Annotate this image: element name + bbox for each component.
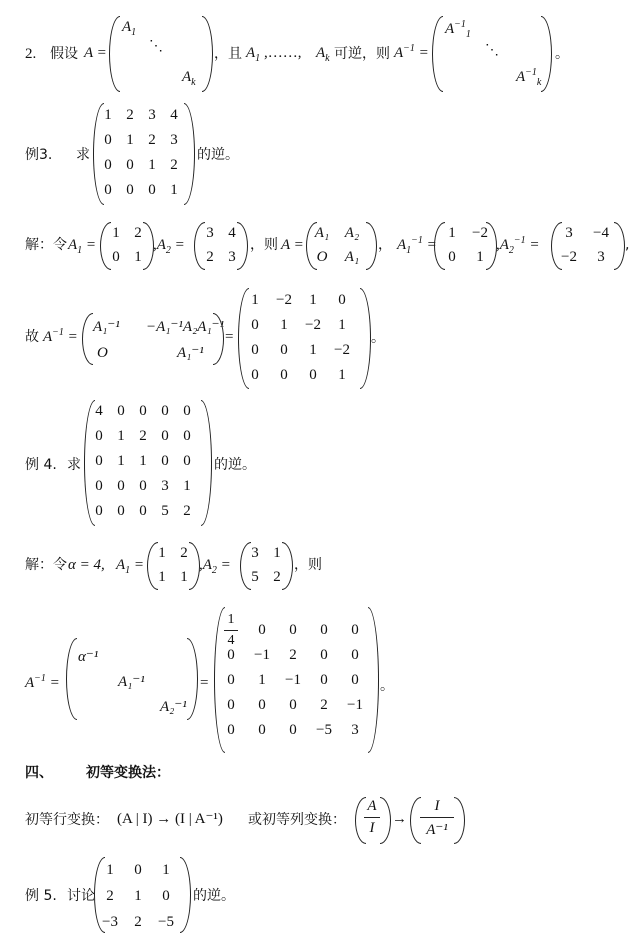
matrix-cell: 0 — [112, 249, 120, 265]
right-paren — [366, 222, 377, 270]
matrix-cell: 0 — [117, 503, 125, 519]
matrix-cell: 0 — [162, 888, 170, 904]
left-paren — [109, 16, 120, 92]
matrix-cell: 3 — [251, 545, 259, 561]
right-paren — [282, 542, 293, 590]
matrix-cell: 2 — [106, 888, 114, 904]
elem-col-right: I A⁻¹ — [420, 798, 454, 839]
matrix-cell: −2 — [276, 292, 292, 308]
matrix-cell: 2 — [134, 914, 142, 930]
left-paren — [66, 638, 77, 720]
matrix-cell: 1 — [134, 249, 142, 265]
matrix-cell: 0 — [183, 453, 191, 469]
sol3-then: ，则 — [250, 237, 278, 253]
matrix-cell: 2 — [134, 225, 142, 241]
matrix-cell: 1 — [338, 367, 346, 383]
matrix-cell: 0 — [161, 453, 169, 469]
matrix-cell: 1 — [338, 317, 346, 333]
matrix-cell: 5 — [251, 569, 259, 585]
sol3-block-bl: O — [97, 345, 108, 361]
matrix-cell: 0 — [227, 697, 235, 713]
matrix-cell: 4 — [228, 225, 236, 241]
matrix-cell: 3 — [351, 722, 359, 738]
matrix-cell: 1 — [139, 453, 147, 469]
matrix-cell: −2 — [334, 342, 350, 358]
matrix-cell: 0 — [351, 672, 359, 688]
sol3-comma2: , — [625, 237, 630, 253]
matrix-cell: 1 — [448, 225, 456, 241]
sol3-label: 解：令 — [25, 237, 67, 253]
matrix-cell: 0 — [289, 722, 297, 738]
diag-dots: ⋱ — [149, 38, 164, 54]
sol4-frac: 1 4 — [224, 612, 238, 649]
matrix-cell: 0 — [258, 722, 266, 738]
matrix-cell: 0 — [227, 647, 235, 663]
matrix-cell: 0 — [139, 403, 147, 419]
matrix-cell: 1 — [104, 107, 112, 123]
ex3-label: 例3. — [25, 147, 53, 163]
elem-arrow: → — [392, 811, 407, 827]
matrix-cell: 0 — [104, 132, 112, 148]
sol4-alpha: α = 4, — [68, 557, 105, 573]
section4-num: 四、 — [25, 765, 53, 781]
matrix-cell: −2 — [472, 225, 488, 241]
sol3-A1-name: $A_1$ = — [68, 237, 97, 256]
matrix-cell: 1 — [280, 317, 288, 333]
right-paren — [201, 400, 212, 526]
sol4-Ainv: $A^{-1}$ = — [25, 673, 60, 691]
right-paren — [454, 797, 465, 844]
matrix-cell: 0 — [95, 453, 103, 469]
matrix-cell: 3 — [206, 225, 214, 241]
left-paren — [432, 16, 443, 92]
matrix-cell: 2 — [206, 249, 214, 265]
matrix-cell: 0 — [309, 367, 317, 383]
right-paren — [187, 638, 198, 720]
matrix-cell: 1 — [273, 545, 281, 561]
matrix-cell: −3 — [102, 914, 118, 930]
elem-row-text: 初等行变换： — [25, 812, 109, 828]
matrix-cell: 3 — [170, 132, 178, 148]
matrix-cell: 0 — [161, 428, 169, 444]
matrix-cell: 4 — [170, 107, 178, 123]
sol4-A2-name: $,A_2$ = — [199, 557, 231, 576]
matrix-cell: 5 — [161, 503, 169, 519]
inv-top: $A^{-1}_1$ — [445, 19, 471, 40]
matrix-cell: 0 — [183, 428, 191, 444]
right-paren — [360, 288, 371, 389]
matrix-cell: 2 — [180, 545, 188, 561]
right-paren — [237, 222, 248, 270]
item2-and: ，且 — [214, 46, 242, 62]
matrix-cell: 3 — [148, 107, 156, 123]
sol3-A1inv-label: $A_1^{-1}$ = — [397, 235, 437, 256]
ex5-discuss: 讨论 — [67, 888, 95, 904]
matrix-cell: 0 — [183, 403, 191, 419]
matrix-cell: −1 — [254, 647, 270, 663]
matrix-cell: 2 — [289, 647, 297, 663]
matrix-cell: 0 — [104, 182, 112, 198]
matrix-cell: 0 — [251, 342, 259, 358]
matrix-cell: −1 — [347, 697, 363, 713]
matrix-cell: 3 — [565, 225, 573, 241]
matrix-cell: −5 — [158, 914, 174, 930]
sol4-blk2: A₁⁻¹ — [118, 674, 145, 690]
matrix-cell: 2 — [320, 697, 328, 713]
ex4-ask: 求 — [67, 457, 81, 473]
matrix-cell: 1 — [158, 569, 166, 585]
matrix-cell: 0 — [251, 317, 259, 333]
sol3-end: 。 — [371, 330, 385, 346]
matrix-cell: 0 — [148, 182, 156, 198]
matrix-cell: 0 — [320, 622, 328, 638]
matrix-cell: 0 — [258, 697, 266, 713]
matrix-cell: 4 — [95, 403, 103, 419]
matrix-cell: −1 — [285, 672, 301, 688]
matrix-cell: 2 — [126, 107, 134, 123]
matrix-cell: 1 — [476, 249, 484, 265]
ex3-suffix: 的逆。 — [197, 147, 239, 163]
ex4-label: 例 4. — [25, 457, 57, 473]
matrix-cell: A₂ — [344, 225, 360, 241]
matrix-cell: 0 — [351, 622, 359, 638]
matrix-cell: 0 — [134, 862, 142, 878]
item2-mid: ,……, — [264, 45, 302, 61]
ex4-suffix: 的逆。 — [214, 457, 256, 473]
matrix-cell: −5 — [316, 722, 332, 738]
matrix-cell: 0 — [227, 722, 235, 738]
matrix-cell: 1 — [258, 672, 266, 688]
matrix-cell: 1 — [162, 862, 170, 878]
elem-col-left: A I — [364, 798, 380, 837]
ex3-ask: 求 — [76, 147, 90, 163]
matrix-cell: 0 — [126, 157, 134, 173]
sol3-therefore: 故 — [25, 329, 39, 345]
matrix-cell: 0 — [126, 182, 134, 198]
matrix-cell: 3 — [161, 478, 169, 494]
matrix-cell: 0 — [351, 647, 359, 663]
matrix-cell: −4 — [593, 225, 609, 241]
sol4-label: 解：令 — [25, 557, 67, 573]
right-paren — [202, 16, 213, 92]
right-paren — [614, 222, 625, 270]
matrix-cell: 0 — [289, 697, 297, 713]
right-paren — [380, 797, 391, 844]
elem-row-formula: (A | I) → (I | A⁻¹) — [117, 811, 223, 827]
sol3-A2-name: $,A_2$ = — [153, 237, 185, 256]
matrix-cell: 0 — [95, 428, 103, 444]
matrix-cell: 3 — [597, 249, 605, 265]
sol3-A2inv-label: $,A_2^{-1}$ = — [496, 235, 540, 256]
matrix-cell: 1 — [309, 292, 317, 308]
sol4-end: 。 — [380, 678, 394, 694]
item2-end: 。 — [555, 46, 569, 62]
matrix-cell: A₁ — [314, 225, 330, 241]
matrix-cell: 0 — [117, 478, 125, 494]
item2-Ainv: $A^{-1}$ = — [394, 43, 429, 61]
item2-invertible: 可逆，则 — [334, 46, 390, 62]
matrix-cell: −2 — [561, 249, 577, 265]
inv-bottom: $A^{-1}_k$ — [516, 67, 542, 88]
elem-or-col: 或初等列变换： — [248, 812, 346, 828]
item2-A1: $A_1$ — [246, 45, 261, 64]
ex5-label: 例 5. — [25, 888, 57, 904]
ex5-suffix: 的逆。 — [193, 888, 235, 904]
matrix-cell: O — [316, 249, 328, 265]
item2-number: 2. — [25, 46, 37, 62]
matrix-cell: 3 — [228, 249, 236, 265]
sol4-then: ，则 — [294, 557, 322, 573]
matrix-cell: 1 — [148, 157, 156, 173]
matrix-cell: 0 — [280, 342, 288, 358]
matrix-cell: 0 — [338, 292, 346, 308]
sol3-block-tr: −A₁⁻¹A₂A₁⁻¹ — [146, 319, 225, 335]
matrix-cell: −2 — [305, 317, 321, 333]
matrix-cell: 2 — [183, 503, 191, 519]
matrix-cell: 0 — [95, 478, 103, 494]
matrix-cell: 0 — [258, 622, 266, 638]
sol3-comma: ， — [378, 237, 392, 253]
item2-A-eq: A = — [84, 45, 107, 61]
matrix-cell: 1 — [251, 292, 259, 308]
sol3-block-br: A₁⁻¹ — [177, 345, 204, 361]
matrix-cell: 2 — [170, 157, 178, 173]
right-paren — [180, 857, 191, 933]
matrix-cell: 1 — [126, 132, 134, 148]
matrix-cell: 0 — [251, 367, 259, 383]
right-paren — [541, 16, 552, 92]
diag-top: $A_1$ — [122, 19, 137, 38]
sol3-equals: = — [225, 329, 234, 345]
matrix-cell: 0 — [280, 367, 288, 383]
matrix-cell: 0 — [161, 403, 169, 419]
matrix-cell: 0 — [117, 403, 125, 419]
item2-assume: 假设 — [50, 46, 78, 62]
matrix-cell: 1 — [117, 428, 125, 444]
sol4-blk3: A₂⁻¹ — [160, 699, 187, 715]
sol3-Ainv-eq: $A^{-1}$ = — [43, 327, 78, 345]
right-paren — [368, 607, 379, 753]
item2-Ak: $A_k$ — [316, 45, 330, 64]
sol4-equals: = — [200, 675, 209, 691]
sol3-block-tl: A₁⁻¹ — [93, 319, 120, 335]
inv-dots: ⋱ — [485, 42, 500, 58]
left-paren — [82, 313, 93, 365]
matrix-cell: 1 — [183, 478, 191, 494]
matrix-cell: 1 — [180, 569, 188, 585]
matrix-cell: 1 — [134, 888, 142, 904]
matrix-cell: A₁ — [344, 249, 360, 265]
matrix-cell: 1 — [309, 342, 317, 358]
matrix-cell: 1 — [117, 453, 125, 469]
matrix-cell: 1 — [106, 862, 114, 878]
matrix-cell: 2 — [148, 132, 156, 148]
matrix-cell: 0 — [320, 647, 328, 663]
matrix-cell: 0 — [139, 478, 147, 494]
diag-bottom: $A_k$ — [182, 69, 196, 88]
matrix-cell: 2 — [273, 569, 281, 585]
matrix-cell: 0 — [104, 157, 112, 173]
matrix-cell: 0 — [448, 249, 456, 265]
matrix-cell: 1 — [170, 182, 178, 198]
section4-title: 初等变换法： — [86, 765, 170, 781]
sol4-A1-name: $A_1$ = — [116, 557, 145, 576]
matrix-cell: 0 — [227, 672, 235, 688]
sol4-blk1: α⁻¹ — [78, 649, 99, 665]
matrix-cell: 0 — [95, 503, 103, 519]
matrix-cell: 0 — [289, 622, 297, 638]
sol3-A-eq: A = — [281, 237, 304, 253]
matrix-cell: 1 — [158, 545, 166, 561]
matrix-cell: 2 — [139, 428, 147, 444]
matrix-cell: 0 — [139, 503, 147, 519]
matrix-cell: 1 — [112, 225, 120, 241]
right-paren — [184, 103, 195, 205]
matrix-cell: 0 — [320, 672, 328, 688]
